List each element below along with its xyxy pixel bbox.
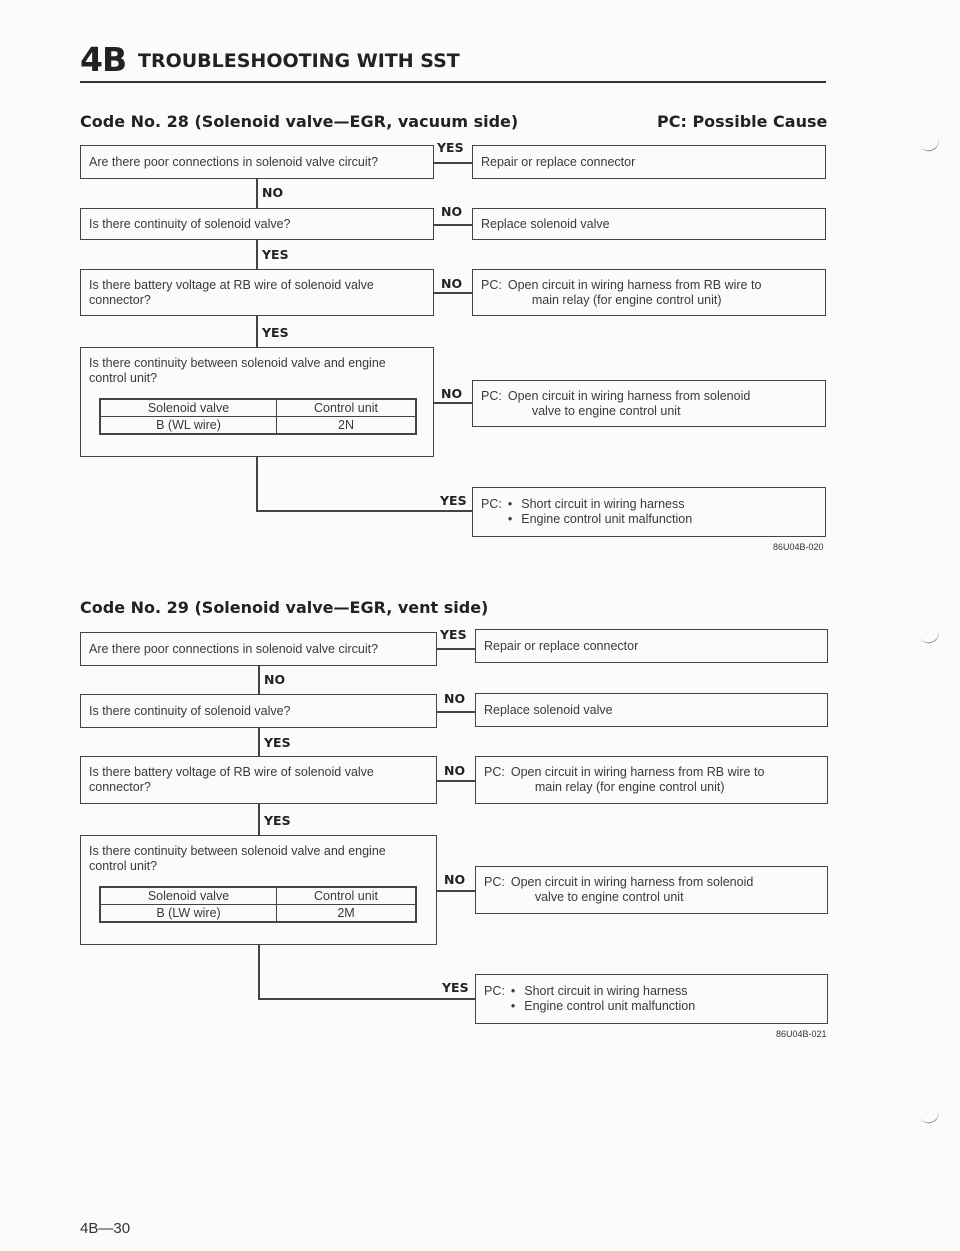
code28-r3-line2: main relay (for engine control unit) [531,292,722,307]
code29-table-cell-1: 2M [277,905,416,923]
page-number: 4B—30 [80,1220,131,1237]
code29-r1-text: Repair or replace connector [484,638,639,653]
code29-q3-yes-line [258,804,260,835]
code28-q4-no-label: NO [441,386,463,401]
code29-q2-no-line [437,711,475,713]
code29-r1-box [475,629,828,663]
code28-title: Code No. 28 (Solenoid valve—EGR, vacuum side) [80,112,519,131]
code29-q3-text: Is there battery voltage of RB wire of solenoid valve connector? [89,765,374,794]
page-title: TROUBLESHOOTING WITH SST [138,50,460,72]
code28-q4-yes-label: YES [440,493,467,508]
code28-q1-yes-label: YES [437,140,464,155]
code29-r3-content [484,765,764,795]
code28-q4-no-line [434,402,472,404]
code28-r5-bullet-0: • Short circuit in wiring harness [502,497,692,512]
code28-q2-box [80,208,434,240]
code29-q1-no-label: NO [264,672,286,687]
code28-r3-line1: Open circuit in wiring harness from RB wire to [507,277,762,292]
code28-r3-box [472,269,826,316]
code28-r1-box [472,145,826,179]
code29-q4-yes-label: YES [442,980,469,995]
code29-r2-text: Replace solenoid valve [484,702,613,717]
scan-mark-2 [918,627,941,646]
code29-q3-no-label: NO [444,763,466,778]
code29-figure-id: 86U04B-021 [776,1029,827,1039]
code28-r2-box [472,208,826,240]
code29-table-cell-0: B (LW wire) [100,905,277,923]
code29-q2-yes-line [258,728,260,756]
code29-r3-line2: main relay (for engine control unit) [534,780,725,794]
code28-r3-content [481,278,761,308]
code29-r3-lead: PC: [484,765,505,779]
code29-r4-lead: PC: [484,875,505,889]
code28-q2-text: Is there continuity of solenoid valve? [89,216,291,231]
code29-title: Code No. 29 (Solenoid valve—EGR, vent side) [80,598,489,617]
code28-figure-id: 86U04B-020 [773,542,824,552]
code29-r4-box [475,866,828,914]
code28-table-header-1: Control unit [277,399,416,417]
code28-r5-bullet-1: • Engine control unit malfunction [502,512,692,527]
code29-q3-box [80,756,437,804]
code29-r5-content [484,984,695,1014]
code29-q1-text: Are there poor connections in solenoid valve circuit? [89,641,379,656]
code29-r4-content [484,875,753,905]
code28-q2-no-label: NO [441,204,463,219]
code28-r3-lead: PC: [481,277,502,292]
code28-pin-table [99,398,417,435]
code29-table-header-1: Control unit [277,887,416,905]
code28-table-header-0: Solenoid valve [100,399,277,417]
code28-r4-line2: valve to engine control unit [531,403,681,418]
code28-q3-box [80,269,434,316]
code28-r5-box [472,487,826,537]
code28-q1-text: Are there poor connections in solenoid valve circuit? [89,154,379,169]
code28-q4-yes-vline [256,457,258,511]
code29-r5-box [475,974,828,1024]
code28-q2-yes-line [256,240,258,269]
code28-q3-no-line [434,292,472,294]
code28-r4-lead: PC: [481,388,502,403]
code29-table-header-0: Solenoid valve [100,887,277,905]
code29-q2-text: Is there continuity of solenoid valve? [89,703,291,718]
scan-mark-3 [918,1107,941,1126]
code29-r4-line2: valve to engine control unit [534,890,684,904]
code29-q4-no-label: NO [444,872,466,887]
code29-q2-yes-label: YES [264,735,291,750]
code28-r4-line1: Open circuit in wiring harness from solenoid [507,388,751,403]
code28-q1-no-line [256,179,258,208]
code28-r1-text: Repair or replace connector [481,154,636,169]
code29-q3-no-line [437,780,475,782]
code29-r5-bullet-1: • Engine control unit malfunction [505,999,695,1014]
pc-legend: PC: Possible Cause [657,112,828,131]
header-rule [80,81,826,83]
section-code: 4B [80,40,127,79]
code29-q3-yes-label: YES [264,813,291,828]
code29-q1-yes-label: YES [440,627,467,642]
code28-q1-yes-line [434,162,472,164]
code29-r5-bullet-0: • Short circuit in wiring harness [505,984,695,999]
code28-q4-yes-hline [256,510,472,512]
code28-r5-lead: PC: [481,497,502,511]
code28-r2-text: Replace solenoid valve [481,216,610,231]
code28-r4-box [472,380,826,427]
code29-q4-yes-vline [258,945,260,999]
code29-q2-no-label: NO [444,691,466,706]
code28-q4-text: Is there continuity between solenoid valve and engine control unit? [89,356,386,385]
code29-q4-no-line [437,890,475,892]
code29-pin-table [99,886,417,923]
code29-q1-yes-line [437,648,475,650]
code29-r2-box [475,693,828,727]
code29-q4-yes-hline [258,998,475,1000]
code29-q4-text: Is there continuity between solenoid valve and engine control unit? [89,844,386,873]
code29-r4-line1: Open circuit in wiring harness from solenoid [510,875,754,889]
code28-q2-no-line [434,224,472,226]
code28-q1-box [80,145,434,179]
code28-q3-text: Is there battery voltage at RB wire of solenoid valve connector? [89,277,374,307]
code28-q3-yes-label: YES [262,325,289,340]
code28-q2-yes-label: YES [262,247,289,262]
code29-q2-box [80,694,437,728]
code29-q1-no-line [258,666,260,694]
code28-r4-content [481,389,750,419]
scan-mark-1 [918,135,941,154]
code28-q3-yes-line [256,316,258,347]
code28-q3-no-label: NO [441,276,463,291]
code28-r5-content [481,497,692,527]
code28-table-cell-1: 2N [277,417,416,435]
code29-r3-box [475,756,828,804]
code29-r3-line1: Open circuit in wiring harness from RB wire to [510,765,765,779]
code28-q1-no-label: NO [262,185,284,200]
code29-q1-box [80,632,437,666]
code28-table-cell-0: B (WL wire) [100,417,277,435]
code29-r5-lead: PC: [484,984,505,998]
